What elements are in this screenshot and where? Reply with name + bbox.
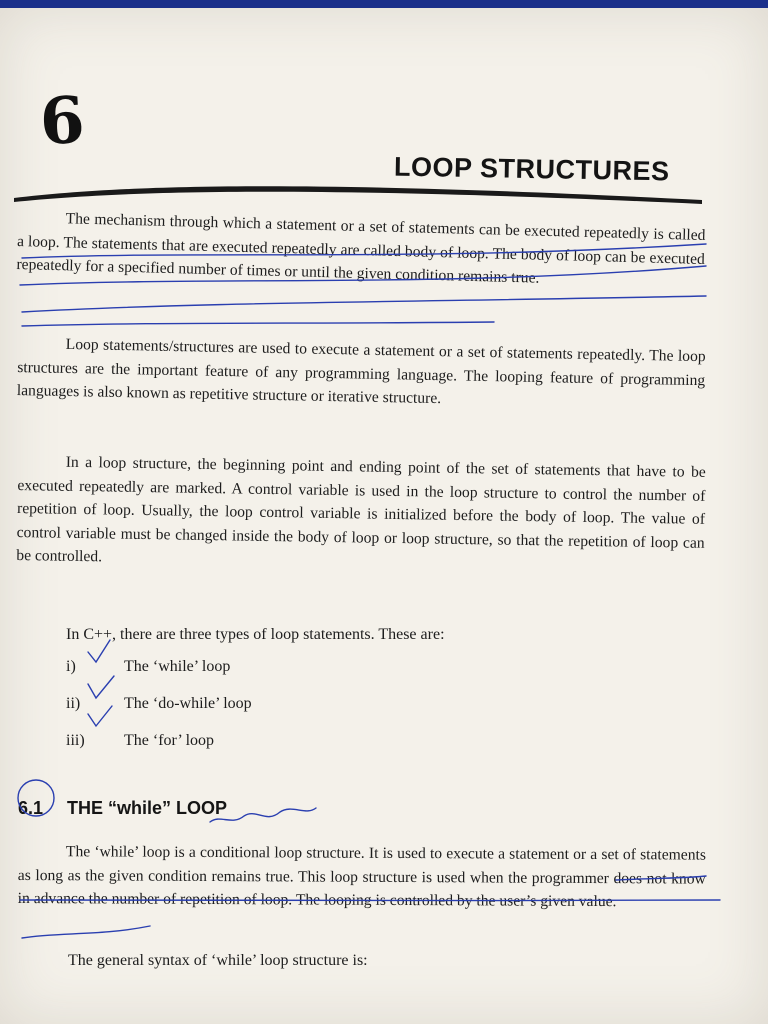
paragraph-text: In a loop structure, the beginning point and ending point of the set of statements that have to be executed repeatedly are marked. A control variable is used in the loop structure to control the number of repetition of loop. Usually, the loop control variable is initialized before the body of loop. The value of control variable must be changed inside the body of loop or loop structure, so that the repetition of loop can be controlled.	[16, 453, 706, 566]
chapter-rule	[12, 176, 702, 206]
intro-paragraph-3	[16, 450, 706, 578]
paragraph-text: The ‘while’ loop is a conditional loop structure. It is used to execute a statement or a set of statements as long as the given condition remains true. This loop structure is used when the programmer does not know in advance the number of repetition of loop. The looping is controlled by the user’s given value.	[17, 843, 706, 911]
syntax-intro: The general syntax of ‘while’ loop structure is:	[68, 952, 368, 969]
intro-paragraph-1	[16, 206, 706, 294]
textbook-page	[0, 8, 768, 1024]
list-item-number: ii)	[66, 695, 81, 712]
list-item-label: The ‘for’ loop	[124, 732, 215, 749]
section-number: 6.1	[18, 798, 44, 818]
chapter-title: LOOP STRUCTURES	[393, 151, 670, 187]
intro-paragraph-2	[17, 332, 706, 416]
section-paragraph	[18, 840, 706, 914]
list-item-label: The ‘while’ loop	[124, 658, 231, 675]
loop-types-intro: In C++, there are three types of loop statements. These are:	[66, 626, 445, 643]
list-item-number: iii)	[66, 732, 85, 749]
chapter-number: 6	[38, 82, 87, 161]
paragraph-text: The mechanism through which a statement or a set of statements can be executed repeatedly is called a loop. The statements that are executed repeatedly are called body of loop. The body of loop can be executed repeatedly for a specified number of times or until the given condition remains true.	[16, 210, 706, 287]
section-heading	[18, 798, 227, 819]
list-item-label: The ‘do-while’ loop	[124, 695, 252, 712]
list-item-number: i)	[66, 658, 76, 675]
section-title: THE “while” LOOP	[67, 798, 228, 818]
paragraph-text: Loop statements/structures are used to execute a statement or a set of statements repeatedly. The loop structures are the important feature of any programming language. The looping feature of programming languages is also known as repetitive structure or iterative structure.	[16, 335, 706, 408]
